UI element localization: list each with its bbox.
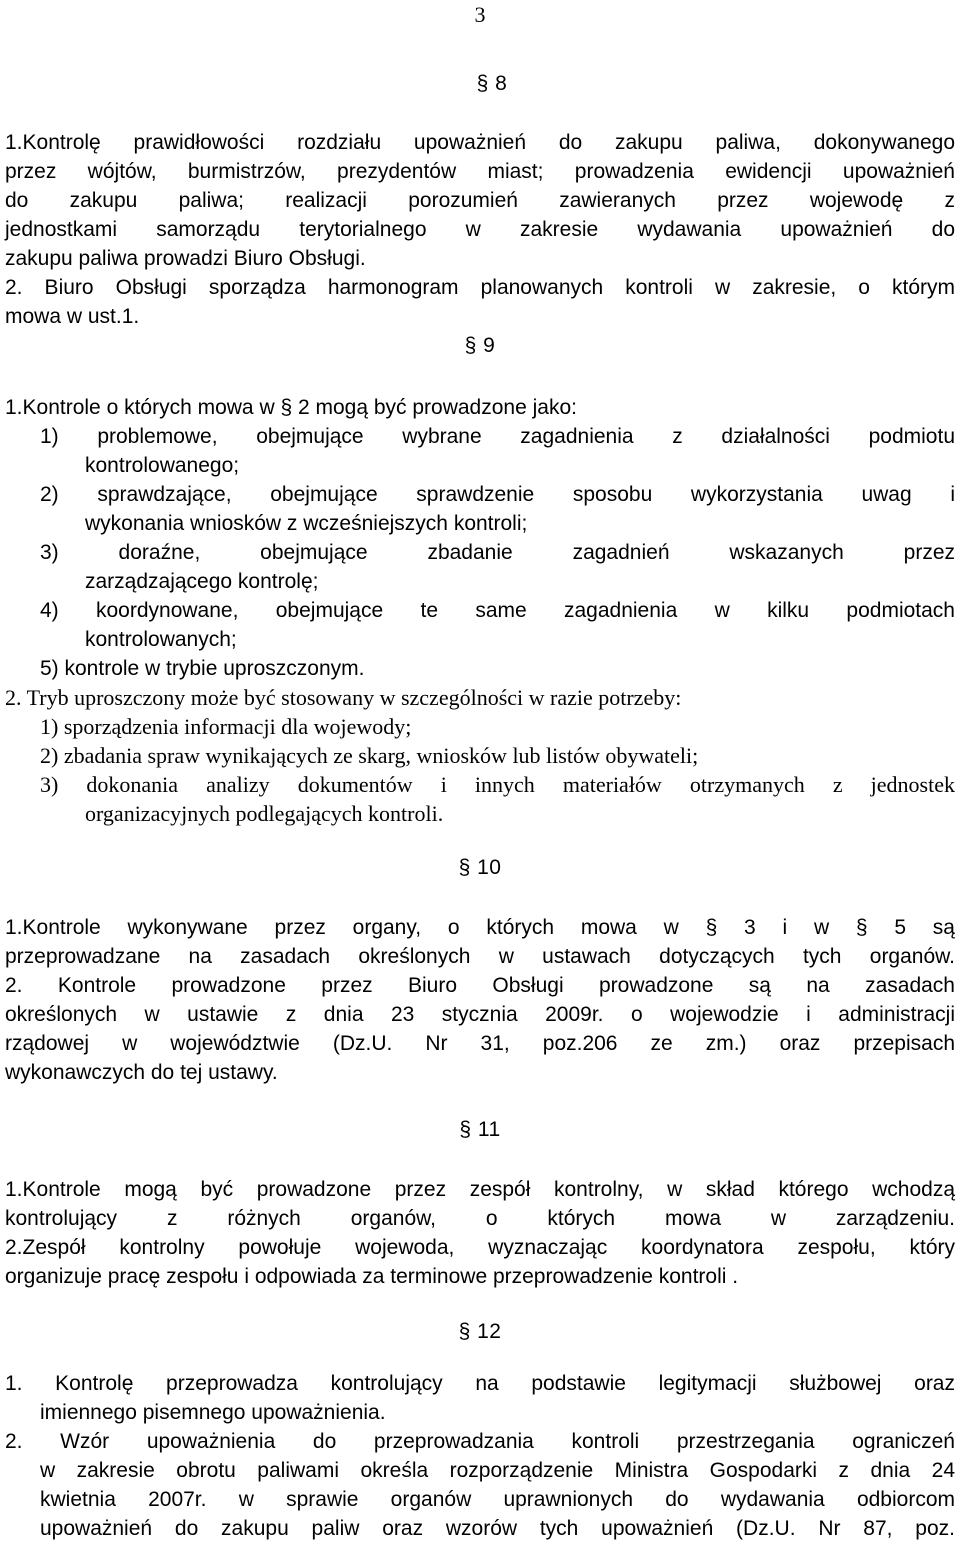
s9-item-4-cont: kontrolowanych; [85, 628, 237, 651]
s8-line-2: przez wójtów, burmistrzów, prezydentów miast; prowadzenia ewidencji upoważnień [5, 160, 955, 183]
s11-line-1: 1.Kontrole mogą być prowadzone przez zespół kontrolny, w skład którego wchodzą [5, 1178, 955, 1201]
s8-line-3: do zakupu paliwa; realizacji porozumień zawieranych przez wojewodę z [5, 189, 955, 212]
s9-item-3-cont: zarządzającego kontrolę; [85, 570, 319, 593]
s10-line-5: rządowej w województwie (Dz.U. Nr 31, poz.206 ze zm.) oraz przepisach [5, 1032, 955, 1055]
s8-line-1: 1.Kontrolę prawidłowości rozdziału upoważnień do zakupu paliwa, dokonywanego [5, 131, 955, 154]
s10-line-4: określonych w ustawie z dnia 23 stycznia 2009r. o wojewodzie i administracji [5, 1003, 955, 1026]
s12-line-4: w zakresie obrotu paliwami określa rozporządzenie Ministra Gospodarki z dnia 24 [40, 1459, 955, 1482]
s8-line-7: mowa w ust.1. [5, 305, 140, 328]
s11-line-2: kontrolujący z różnych organów, o których mowa w zarządzeniu. [5, 1207, 955, 1230]
s8-line-4: jednostkami samorządu terytorialnego w zakresie wydawania upoważnień do [5, 218, 955, 241]
section-8-heading: § 8 [476, 72, 508, 95]
s12-line-2: imiennego pisemnego upoważnienia. [40, 1401, 386, 1424]
s8-line-5: zakupu paliwa prowadzi Biuro Obsługi. [5, 247, 366, 270]
s9-p2-item-3-cont: organizacyjnych podlegających kontroli. [85, 801, 444, 826]
section-11-heading: § 11 [459, 1118, 501, 1141]
s9-p2-item-2: 2) zbadania spraw wynikających ze skarg, wniosków lub listów obywateli; [40, 743, 699, 768]
page-number: 3 [474, 2, 486, 27]
s9-item-1: 1) problemowe, obejmujące wybrane zagadnienia z działalności podmiotu [40, 425, 955, 448]
section-12-heading: § 12 [458, 1320, 502, 1343]
s9-item-2: 2) sprawdzające, obejmujące sprawdzenie sposobu wykorzystania uwag i [40, 483, 955, 506]
s10-line-3: 2. Kontrole prowadzone przez Biuro Obsługi prowadzone są na zasadach [5, 974, 955, 997]
s12-line-6: upoważnień do zakupu paliw oraz wzorów tych upoważnień (Dz.U. Nr 87, poz. [40, 1517, 955, 1540]
s12-line-5: kwietnia 2007r. w sprawie organów uprawnionych do wydawania odbiorcom [40, 1488, 955, 1511]
s9-item-4: 4) koordynowane, obejmujące te same zagadnienia w kilku podmiotach [40, 599, 955, 622]
s10-line-6: wykonawczych do tej ustawy. [5, 1061, 278, 1084]
section-10-heading: § 10 [458, 856, 502, 879]
s9-intro: 1.Kontrole o których mowa w § 2 mogą być prowadzone jako: [5, 396, 577, 419]
s8-line-6: 2. Biuro Obsługi sporządza harmonogram planowanych kontroli w zakresie, o którym [5, 276, 955, 299]
s9-item-5: 5) kontrole w trybie uproszczonym. [40, 657, 365, 680]
s12-line-1: 1. Kontrolę przeprowadza kontrolujący na podstawie legitymacji służbowej oraz [5, 1372, 955, 1395]
s9-para-2: 2. Tryb uproszczony może być stosowany w szczególności w razie potrzeby: [5, 685, 682, 710]
s9-p2-item-3: 3) dokonania analizy dokumentów i innych materiałów otrzymanych z jednostek [40, 772, 955, 797]
section-9-heading: § 9 [464, 334, 496, 357]
s9-item-1-cont: kontrolowanego; [85, 454, 240, 477]
s11-line-4: organizuje pracę zespołu i odpowiada za terminowe przeprowadzenie kontroli . [5, 1265, 739, 1288]
s9-p2-item-1: 1) sporządzenia informacji dla wojewody; [40, 714, 412, 739]
s11-line-3: 2.Zespół kontrolny powołuje wojewoda, wyznaczając koordynatora zespołu, który [5, 1236, 955, 1259]
s10-line-1: 1.Kontrole wykonywane przez organy, o których mowa w § 3 i w § 5 są [5, 916, 955, 939]
s9-item-2-cont: wykonania wniosków z wcześniejszych kontroli; [85, 512, 528, 535]
s10-line-2: przeprowadzane na zasadach określonych w ustawach dotyczących tych organów. [5, 945, 955, 968]
s9-item-3: 3) doraźne, obejmujące zbadanie zagadnień wskazanych przez [40, 541, 955, 564]
s12-line-3: 2. Wzór upoważnienia do przeprowadzania kontroli przestrzegania ograniczeń [5, 1430, 955, 1453]
